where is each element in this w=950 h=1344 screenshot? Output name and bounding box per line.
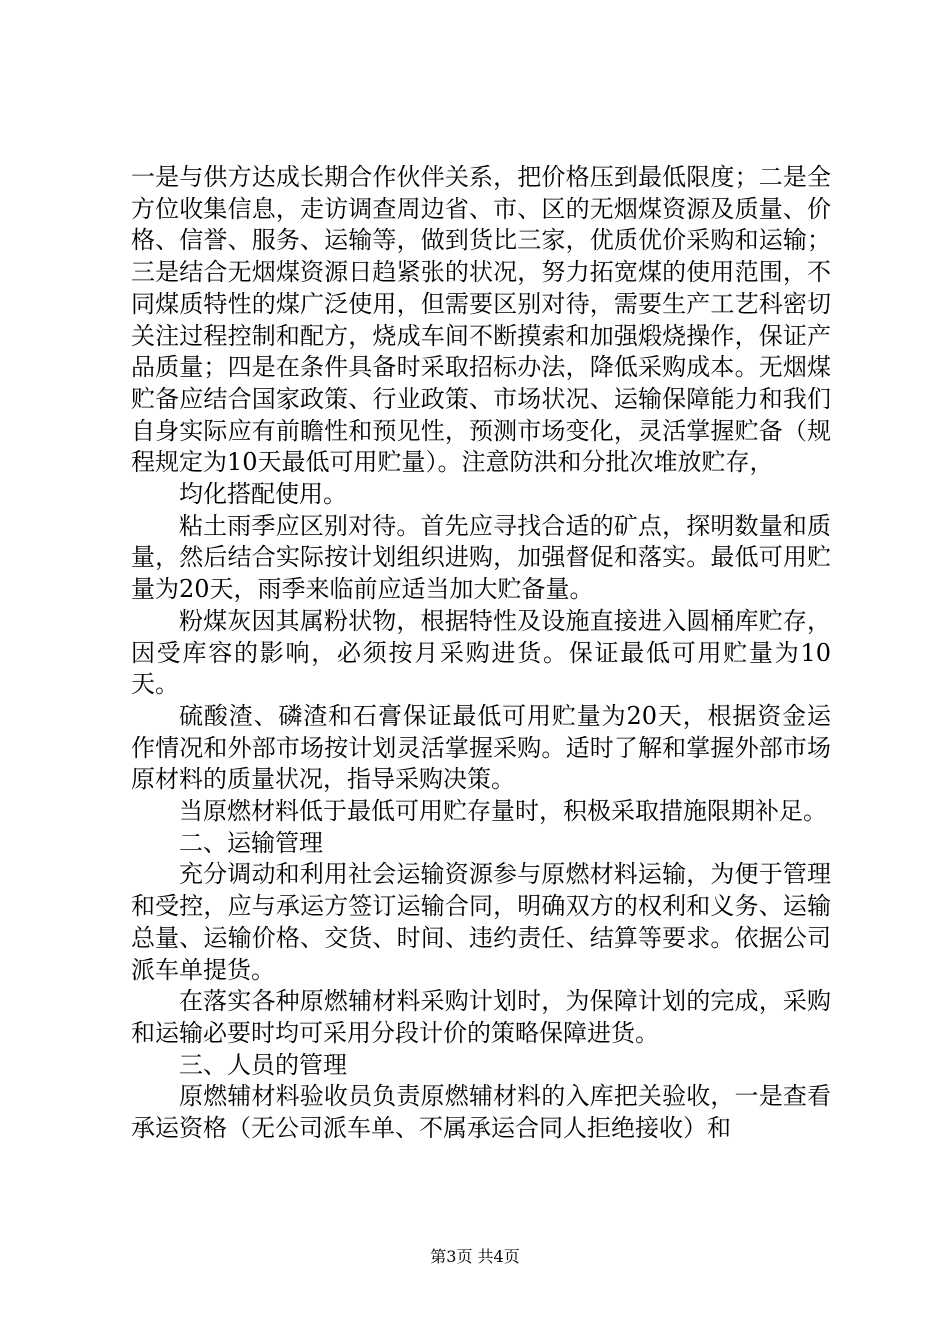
paragraph-segmented-pricing: 在落实各种原燃辅材料采购计划时，为保障计划的完成，采购和运输必要时均可采用分段计价的策略保障进货。 [131, 987, 831, 1047]
document-body [131, 162, 831, 1145]
paragraph-inspector: 原燃辅材料验收员负责原燃辅材料的入库把关验收，一是查看承运资格（无公司派车单、不属承运合同人拒绝接收）和 [131, 1082, 831, 1143]
paragraph-transport-contract: 充分调动和利用社会运输资源参与原燃材料运输，为便于管理和受控，应与承运方签订运输合同，明确双方的权利和义务、运输总量、运输价格、交货、时间、违约责任、结算等要求。依据公司派车单提货。 [131, 860, 831, 984]
page-footer: 第3页 共4页 [430, 1247, 520, 1266]
paragraph-slag-gypsum: 硫酸渣、磷渣和石膏保证最低可用贮量为20天，根据资金运作情况和外部市场按计划灵活掌握采购。适时了解和掌握外部市场原材料的质量状况，指导采购决策。 [131, 701, 831, 794]
paragraph-shortage: 当原燃材料低于最低可用贮存量时，积极采取措施限期补足。 [179, 797, 827, 826]
paragraph-coal-procurement: 一是与供方达成长期合作伙伴关系，把价格压到最低限度；二是全方位收集信息，走访调查周边省、市、区的无烟煤资源及质量、价格、信誉、服务、运输等，做到货比三家，优质优价采购和运输；三是结合无烟煤资源日趋紧张的状况，努力拓宽煤的使用范围，不同煤质特性的煤广泛使用，但需要区别对待，需要生产工艺科密切关注过程控制和配方，烧成车间不断摸索和加强煅烧操作，保证产品质量；四是在条件具备时采取招标办法，降低采购成本。无烟煤贮备应结合国家政策、行业政策、市场状况、运输保障能力和我们自身实际应有前瞻性和预见性，预测市场变化，灵活掌握贮备（规程规定为10天最低可用贮量）。注意防洪和分批次堆放贮存， [131, 163, 831, 477]
paragraph-fly-ash: 粉煤灰因其属粉状物，根据特性及设施直接进入圆桶库贮存，因受库容的影响，必须按月采购进货。保证最低可用贮量为10天。 [131, 606, 831, 699]
paragraph-blending: 均化搭配使用。 [179, 480, 347, 509]
heading-transport-management: 二、运输管理 [179, 828, 323, 857]
heading-personnel-management: 三、人员的管理 [179, 1050, 347, 1079]
paragraph-clay: 粘土雨季应区别对待。首先应寻找合适的矿点，探明数量和质量，然后结合实际按计划组织进购，加强督促和落实。最低可用贮量为20天，雨季来临前应适当加大贮备量。 [131, 511, 831, 604]
